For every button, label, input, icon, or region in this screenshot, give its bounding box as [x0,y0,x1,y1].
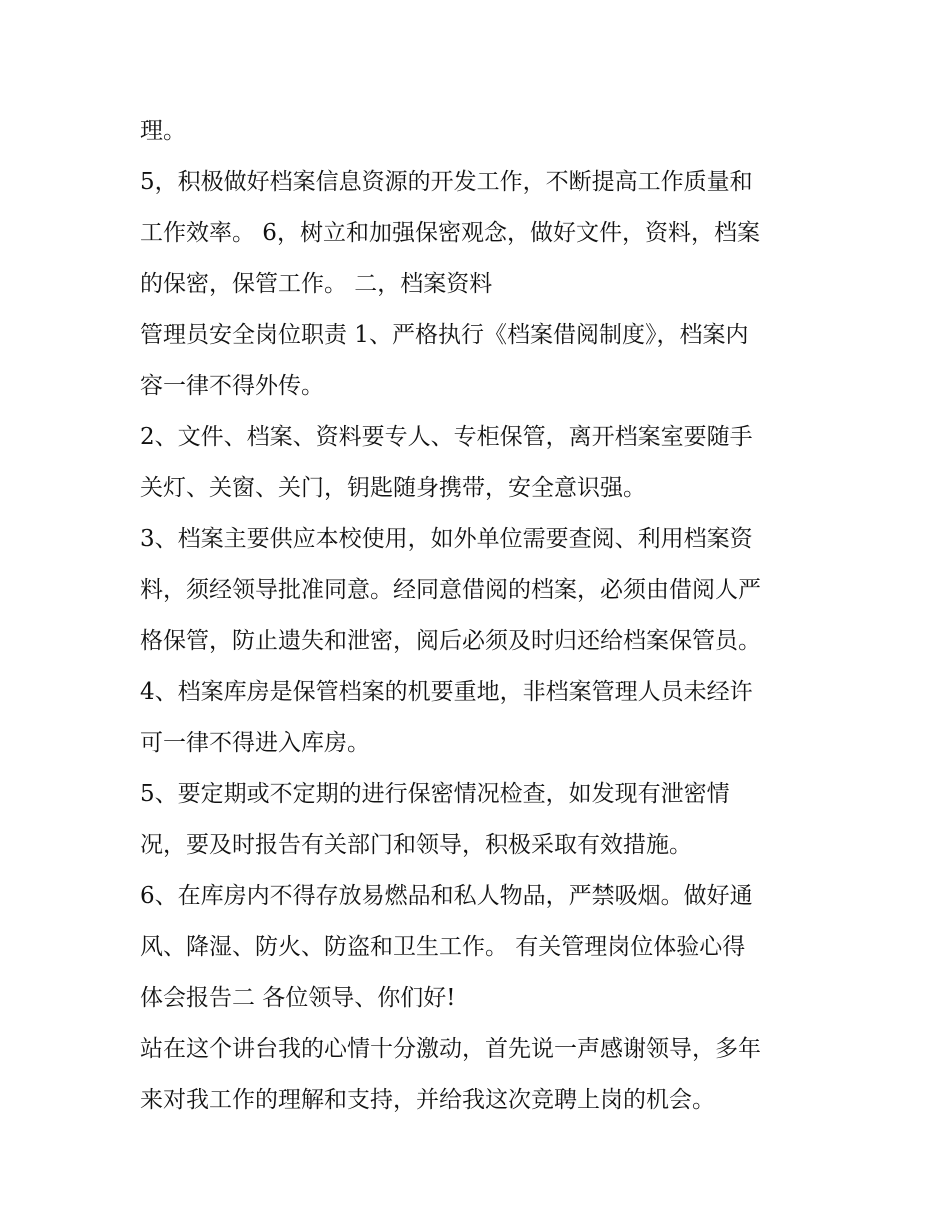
text-line: 可一律不得进入库房。 [140,730,370,756]
text-line: 理。 [140,118,186,144]
text-line: 关灯、关窗、关门，钥匙随身携带，安全意识强。 [140,475,646,501]
text-line: 的保密，保管工作。 二，档案资料 [140,271,493,297]
text-line: 5，积极做好档案信息资源的开发工作，不断提高工作质量和 [140,169,753,195]
text-line: 风、降湿、防火、防盗和卫生工作。 有关管理岗位体验心得 [140,934,746,960]
text-line: 站在这个讲台我的心情十分激动，首先说一声感谢领导，多年 [140,1036,761,1062]
document-body [140,106,820,1126]
text-line: 格保管，防止遗失和泄密，阅后必须及时归还给档案保管员。 [140,628,761,654]
text-line: 4、档案库房是保管档案的机要重地，非档案管理人员未经许 [140,679,753,705]
text-line: 工作效率。 6，树立和加强保密观念，做好文件，资料，档案 [140,220,760,246]
text-line: 体会报告二 各位领导、你们好! [140,985,456,1011]
text-line: 况，要及时报告有关部门和领导，积极采取有效措施。 [140,832,692,858]
text-line: 3、档案主要供应本校使用，如外单位需要查阅、利用档案资 [140,526,753,552]
text-line: 料，须经领导批准同意。经同意借阅的档案，必须由借阅人严 [140,577,761,603]
text-line: 5、要定期或不定期的进行保密情况检查，如发现有泄密情 [140,781,730,807]
text-line: 来对我工作的理解和支持，并给我这次竞聘上岗的机会。 [140,1087,715,1113]
text-line: 管理员安全岗位职责 1、严格执行《档案借阅制度》，档案内 [140,322,749,348]
text-line: 2、文件、档案、资料要专人、专柜保管，离开档案室要随手 [140,424,753,450]
text-line: 6、在库房内不得存放易燃品和私人物品，严禁吸烟。做好通 [140,883,753,909]
text-line: 容一律不得外传。 [140,373,324,399]
